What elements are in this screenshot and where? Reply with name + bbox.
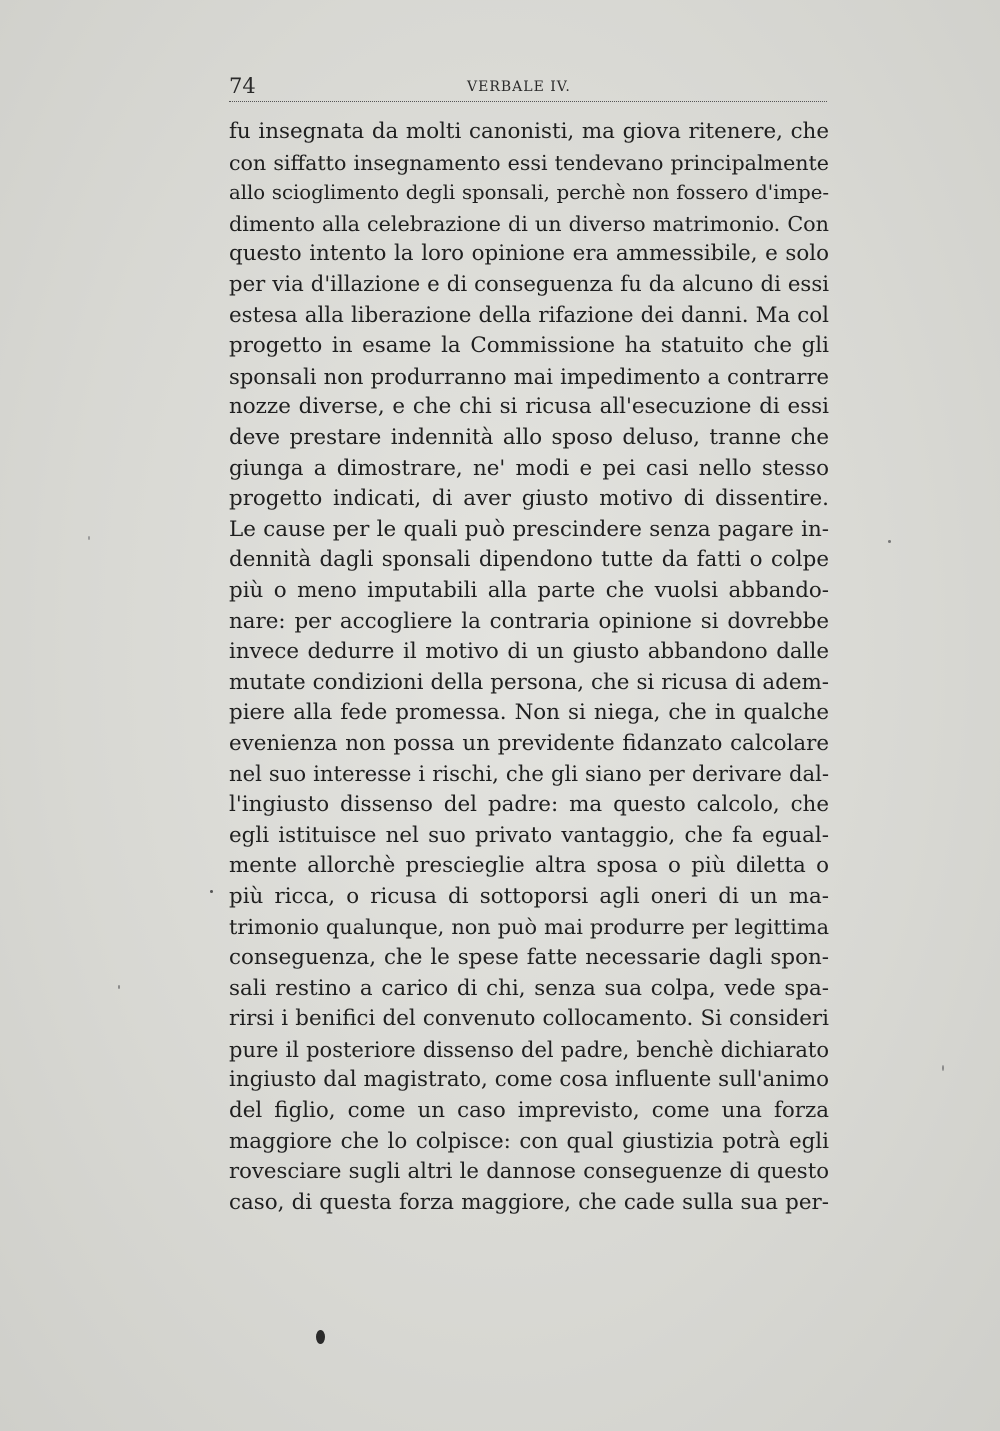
text-line: maggiore che lo colpisce: con qual giustizia potrà egli	[229, 1128, 829, 1154]
text-line: più o meno imputabili alla parte che vuolsi abbando-	[229, 577, 829, 603]
text-line: dimento alla celebrazione di un diverso matrimonio. Con	[229, 211, 829, 236]
text-line: ingiusto dal magistrato, come cosa influente sull'animo	[229, 1067, 829, 1093]
text-line: piere alla fede promessa. Non si niega, che in qualche	[229, 700, 829, 726]
text-line: nel suo interesse i rischi, che gli siano per derivare dal-	[229, 761, 829, 787]
text-line: più ricca, o ricusa di sottoporsi agli oneri di un ma-	[229, 883, 829, 909]
body-text	[229, 117, 829, 1218]
text-line: deve prestare indennità allo sposo deluso, tranne che	[229, 424, 829, 450]
paper-speck	[888, 540, 891, 543]
text-line: per via d'illazione e di conseguenza fu da alcuno di essi	[229, 271, 829, 297]
text-line: sponsali non produrranno mai impedimento a contrarre	[229, 363, 829, 389]
text-line: fu insegnata da molti canonisti, ma giova ritenere, che	[229, 119, 829, 144]
paper-speck	[88, 536, 90, 540]
paper-speck	[210, 890, 213, 893]
paper-speck	[118, 985, 120, 989]
ink-speck	[316, 1330, 325, 1344]
text-line: rirsi i benifici del convenuto collocamento. Si consideri	[229, 1006, 829, 1032]
text-line: caso, di questa forza maggiore, che cade sulla sua per-	[229, 1189, 829, 1215]
text-line: invece dedurre il motivo di un giusto abbandono dalle	[229, 639, 829, 665]
text-line: mente allorchè prescieglie altra sposa o più diletta o	[229, 853, 829, 879]
text-line: conseguenza, che le spese fatte necessarie dagli spon-	[229, 945, 829, 971]
text-line: rovesciare sugli altri le dannose conseguenze di questo	[229, 1159, 829, 1185]
text-line: egli istituisce nel suo privato vantaggio, che fa egual-	[229, 822, 829, 848]
text-line: sali restino a carico di chi, senza sua colpa, vede spa-	[229, 975, 829, 1001]
page-number: 74	[229, 74, 256, 98]
running-head: VERBALE IV.	[467, 79, 571, 95]
text-line: allo scioglimento degli sponsali, perchè non fossero d'impe-	[229, 181, 829, 205]
text-line: questo intento la loro opinione era ammessibile, e solo	[229, 241, 829, 267]
page-header	[229, 70, 827, 102]
text-line: evenienza non possa un previdente fidanzato calcolare	[229, 730, 829, 756]
text-line: con siffatto insegnamento essi tendevano principalmente	[229, 150, 829, 175]
text-line: trimonio qualunque, non può mai produrre per legittima	[229, 915, 829, 940]
text-line: dennità dagli sponsali dipendono tutte da fatti o colpe	[229, 547, 829, 573]
text-line: l'ingiusto dissenso del padre: ma questo calcolo, che	[229, 792, 829, 818]
text-line: giunga a dimostrare, ne' modi e pei casi nello stesso	[229, 455, 829, 481]
header-rule	[229, 101, 827, 102]
text-line: progetto indicati, di aver giusto motivo di dissentire.	[229, 486, 829, 512]
text-line: nozze diverse, e che chi si ricusa all'esecuzione di essi	[229, 394, 829, 420]
paper-speck	[942, 1065, 944, 1071]
text-line: mutate condizioni della persona, che si ricusa di adem-	[229, 669, 829, 695]
text-line: pure il posteriore dissenso del padre, benchè dichiarato	[229, 1036, 829, 1062]
text-line: progetto in esame la Commissione ha statuito che gli	[229, 333, 829, 359]
text-line: del figlio, come un caso imprevisto, come una forza	[229, 1098, 829, 1123]
text-line: estesa alla liberazione della rifazione dei danni. Ma col	[229, 302, 829, 328]
text-line: Le cause per le quali può prescindere senza pagare in-	[229, 516, 829, 542]
text-line: nare: per accogliere la contraria opinione si dovrebbe	[229, 608, 829, 634]
